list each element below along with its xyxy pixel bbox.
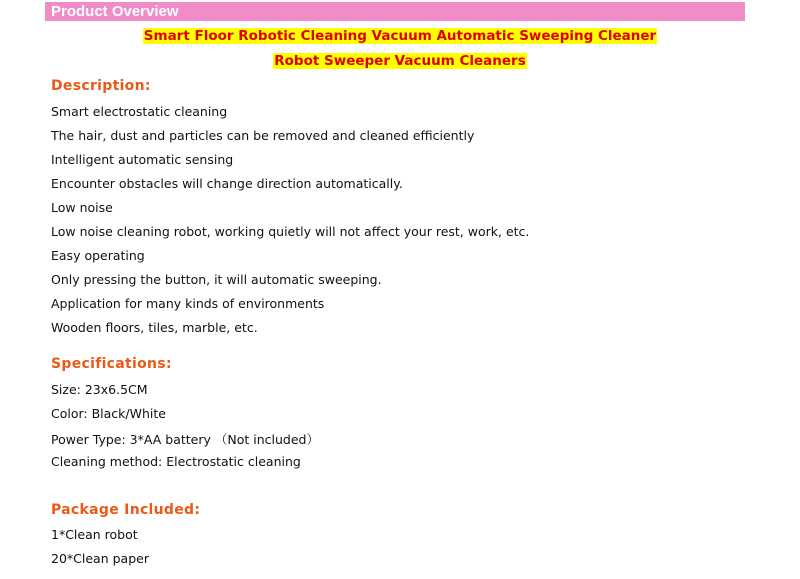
description-line: Low noise <box>51 200 113 215</box>
description-line: Wooden floors, tiles, marble, etc. <box>51 320 258 335</box>
description-line: Only pressing the button, it will automatic sweeping. <box>51 272 382 287</box>
header-title: Product Overview <box>51 3 179 20</box>
description-line: The hair, dust and particles can be removed and cleaned efficiently <box>51 128 475 143</box>
description-line: Encounter obstacles will change direction automatically. <box>51 176 403 191</box>
specifications-heading: Specifications: <box>51 356 172 372</box>
package-heading: Package Included: <box>51 502 201 518</box>
description-heading: Description: <box>51 78 151 94</box>
product-title-line-2 <box>0 53 800 69</box>
product-title-line-1 <box>0 28 800 44</box>
spec-line: Color: Black/White <box>51 406 166 421</box>
description-line: Application for many kinds of environments <box>51 296 325 311</box>
description-line: Smart electrostatic cleaning <box>51 104 228 119</box>
description-line: Low noise cleaning robot, working quietly will not affect your rest, work, etc. <box>51 224 530 239</box>
header-bar <box>45 2 745 21</box>
package-line: 1*Clean robot <box>51 527 138 542</box>
spec-line: Cleaning method: Electrostatic cleaning <box>51 454 301 469</box>
description-line: Easy operating <box>51 248 145 263</box>
package-line: 20*Clean paper <box>51 551 149 566</box>
spec-line: Power Type: 3*AA battery （Not included） <box>51 432 319 447</box>
product-title-text-1: Smart Floor Robotic Cleaning Vacuum Automatic Sweeping Cleaner <box>143 28 657 44</box>
description-line: Intelligent automatic sensing <box>51 152 234 167</box>
product-title-text-2: Robot Sweeper Vacuum Cleaners <box>274 53 526 69</box>
spec-line: Size: 23x6.5CM <box>51 382 148 397</box>
